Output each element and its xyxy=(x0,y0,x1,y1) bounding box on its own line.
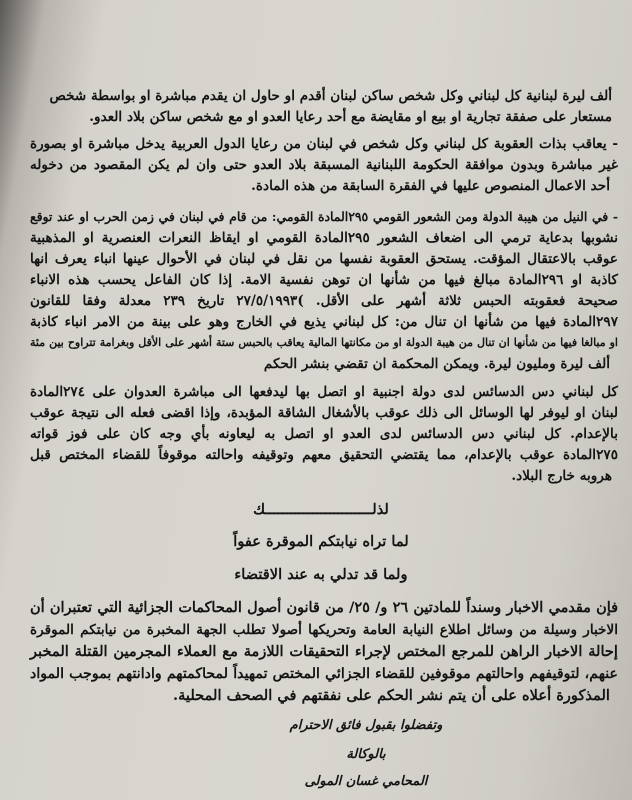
paragraph-5-line-4: عنهم، لتوقيفهم واحالتهم موقوفين للقضاء الجزائي المختص تمهيداً لمحاكمتهم وادانتهم بموجب المواد xyxy=(30,666,618,682)
paragraph-5-line-1: فإن مقدمي الاخبار وسنداً للمادتين ٢٦ و/ ٢٥/ من قانون أصول المحاكمات الجزائية التي تعتبران أن xyxy=(30,599,618,616)
paragraph-2-line-2: غير مباشرة وبدون موافقة الحكومة اللبنانية المسبقة بلاد العدو حتى وان لم يكن المقصود من دخوله xyxy=(30,157,618,173)
paragraph-4-line-4: ٢٧٥المادة عوقب بالإعدام، مما يقتضي التحقيق معهم وتوقيفه واحالته موقوفاً للقضاء المختص قبل xyxy=(30,447,618,463)
paragraph-4-line-1: كل لبناني دس الدسائس لدى دولة اجنبية او اتصل بها ليدفعها الى مباشرة العدوان على ٢٧٤المادة xyxy=(30,384,618,400)
paragraph-3-line-7: او مبالغا فيها من شأنها ان تنال من هيبة الدولة او من مكانتها المالية يعاقب بالحبس ستة أشهر على الأقل وبغرامة تتراوح بين مئة xyxy=(30,336,618,349)
paragraph-3-line-5: صحيحة فعقوبته الحبس ثلاثة أشهر على الأقل. )٢٧/٥/١٩٩٣ تاريخ ٢٣٩ معدلة وفقا للقانون xyxy=(30,293,618,309)
paragraph-3-line-4: كاذبة او ٢٩٦المادة مبالغ فيها من شأنها ان توهن نفسية الامة. إذا كان الفاعل يحسب هذه الانباء xyxy=(30,272,618,288)
paragraph-4-line-5: هروبه خارج البلاد. xyxy=(511,468,612,484)
paragraph-1-line-2: مستعار على صفقة تجارية او بيع او مقايضة مع أحد رعايا العدو او مع شخص ساكن بلاد العدو. xyxy=(89,109,612,125)
paragraph-5-line-5: المذكورة أعلاه على أن يتم نشر الحكم على نفقتهم في الصحف المحلية. xyxy=(173,687,610,704)
request-line-2: ولما قد تدلي به عند الاقتضاء xyxy=(234,566,408,583)
paragraph-2-line-1: - يعاقب بذات العقوبة كل لبناني وكل شخص في لبنان من رعايا الدول العربية يدخل مباشرة او بصورة xyxy=(30,136,618,152)
paragraph-4-line-3: بالإعدام. كل لبناني دس الدسائس لدى العدو او اتصل به ليعاونه بأي وجه كان على فوز قواته xyxy=(30,426,618,442)
by-proxy-label: بالوكالة xyxy=(346,747,386,762)
paragraph-3-line-1: - في النيل من هيبة الدولة ومن الشعور القومي ٢٩٥المادة القومي: من قام في لبنان في زمن الحرب او عند توقع xyxy=(30,209,619,224)
paragraph-3-line-2: نشوبها بدعاية ترمي الى اضعاف الشعور ٢٩٥المادة القومي او ايقاظ النعرات العنصرية او المذهبية xyxy=(30,230,618,246)
paragraph-3-line-8: ألف ليرة ومليون ليرة. ويمكن المحكمة ان تقضي بنشر الحكم xyxy=(263,356,610,372)
paragraph-2-line-3: أحد الاعمال المنصوص عليها في الفقرة السابقة من هذه المادة. xyxy=(251,178,610,194)
paragraph-1-line-1: ألف ليرة لبنانية كل لبناني وكل شخص ساكن لبنان أقدم او حاول ان يقدم مباشرة او بواسطة شخص xyxy=(49,88,612,104)
heading-lidhalik: لذلـــــــــــــــــــــــــك xyxy=(253,501,389,518)
request-line-1: لما تراه نيابتكم الموقرة عفواً xyxy=(233,533,409,550)
paragraph-5-line-3: إحالة الاخبار الراهن للمرجع المختص لإجراء التحقيقات اللازمة مع العملاء المجرمين القتلة المخبر xyxy=(30,643,618,660)
paragraph-3-line-6: ٢٩٧المادة فيها من شأنها ان تنال من: كل لبناني يذيع في الخارج وهو على بينة من الامر انباء كاذبة xyxy=(30,314,618,330)
paragraph-3-line-3: عوقب بالاعتقال المؤقت. يستحق العقوبة نفسها من نقل في لبنان في الأحوال عينها انباء يعرف انها xyxy=(30,251,618,267)
legal-document-page xyxy=(10,0,632,800)
paragraph-5-line-2: الاخبار وسيلة من وسائل اطلاع النيابة العامة وتحريكها أصولا تطلب الجهة المخبرة من نيابتكم الموقرة xyxy=(30,622,618,638)
paragraph-4-line-2: لبنان او ليوفر لها الوسائل الى ذلك عوقب بالأشغال الشاقة المؤبدة، وإذا اقضى فعله الى نتيجة عوقب xyxy=(30,405,618,421)
closing-salutation: وتفضلوا بقبول فائق الاحترام xyxy=(289,718,443,733)
lawyer-signature: المحامي غسان المولى xyxy=(304,774,428,789)
